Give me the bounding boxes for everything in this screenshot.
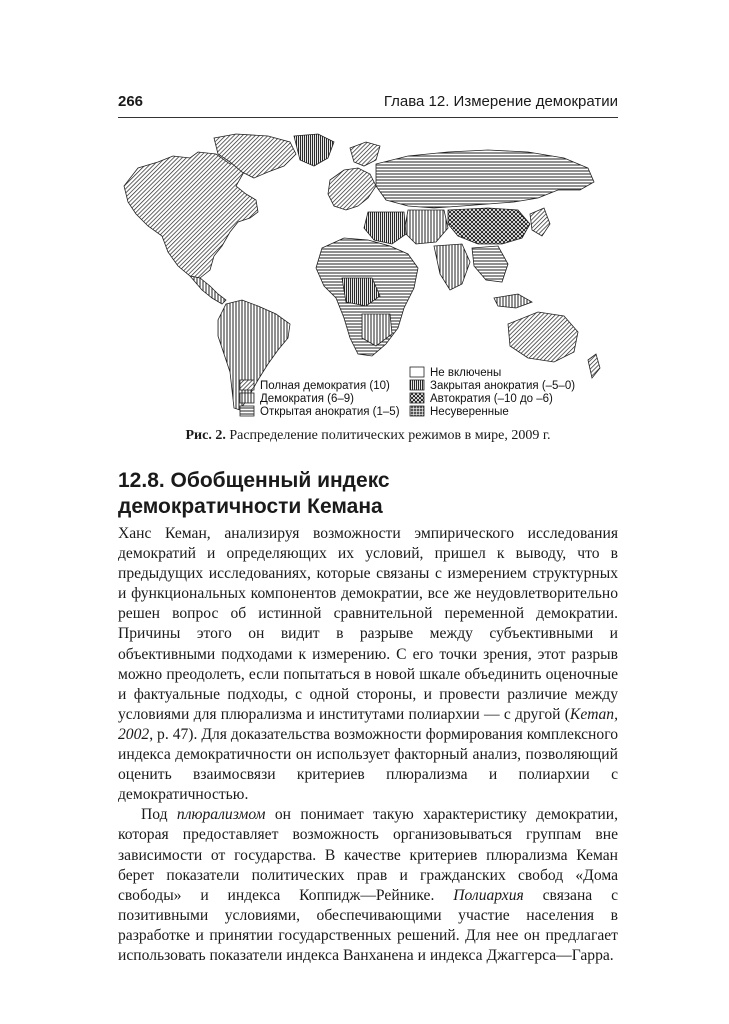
- world-map-figure: [118, 128, 610, 420]
- paragraph-2-text-c: связана с позитивными условиями, обеспечивающими участие населения в разработке и принятии государственных решений. Для нее он предлагает использовать показатели индекса Ванханена и индекса Джаггерса—Гарра.: [118, 886, 618, 964]
- body-text: [118, 524, 618, 966]
- paragraph-1-text-b: , p. 47). Для доказательства возможности формирования комплексного индекса демократичности он использует факторный анализ, позволяющий оценить взаимосвязи критериев плюрализма и полиархии с демократичностью.: [118, 725, 618, 804]
- legend-swatch-not-included: [410, 367, 424, 377]
- legend-autocracy: Автократия (–10 до –6): [430, 393, 553, 405]
- legend-not-included: Не включены: [430, 367, 502, 379]
- map-oceania: [494, 294, 600, 378]
- running-head: Глава 12. Измерение демократии: [383, 93, 618, 110]
- term-polyarchy: Полиархия: [453, 886, 524, 904]
- paragraph-1: [118, 524, 618, 805]
- page-header: [118, 93, 618, 115]
- map-africa: [316, 238, 418, 356]
- legend-full-democracy: Полная демократия (10): [260, 380, 390, 392]
- legend-swatch-autocracy: [410, 393, 424, 403]
- map-legend: [240, 367, 575, 418]
- section-title: [118, 468, 618, 520]
- section-title-line2: демократичности Кемана: [118, 495, 383, 518]
- legend-swatch-closed-anocracy: [410, 380, 424, 390]
- legend-swatch-non-sovereign: [410, 406, 424, 416]
- legend-swatch-open-anocracy: [240, 406, 254, 416]
- figure-caption-label: Рис. 2.: [185, 428, 226, 443]
- header-rule: [118, 117, 618, 118]
- paragraph-2: [118, 805, 618, 966]
- citation: Keman, 2002: [118, 705, 618, 743]
- legend-democracy: Демократия (6–9): [260, 393, 355, 405]
- figure-caption-text: Распределение политических режимов в мире, 2009 г.: [225, 428, 551, 443]
- paragraph-1-text-a: Ханс Кеман, анализируя возможности эмпирического исследования демократий и определяющих их условий, пришел к выводу, что в предыдущих исследованиях, которые связаны с измерением структурных и функциональных компонентов демократии, все же неудовлетворительно решен вопрос об истинной сравнительной переменной демократии. Причины этого он видит в разрыве между субъективными и объективными подходами к измерению. С его точки зрения, этот разрыв можно преодолеть, если попытаться в новой шкале объединить оценочные и фактуальные подходы, с одной стороны, и провести различие между условиями для плюрализма и институтами полиархии — с другой (: [118, 525, 618, 723]
- legend-closed-anocracy: Закрытая анократия (–5–0): [430, 380, 576, 392]
- legend-swatch-full-democracy: [240, 380, 254, 390]
- figure-caption: [118, 428, 618, 444]
- map-europe: [328, 142, 380, 210]
- legend-open-anocracy: Открытая анократия (1–5): [260, 406, 400, 418]
- term-pluralism: плюрализмом: [176, 806, 266, 824]
- paragraph-2-text-b: он понимает такую характеристику демократии, которая предоставляет возможность организовываться группам вне зависимости от государства. В качестве критериев плюрализма Кеман берет показатели политических прав и гражданских свобод «Дома свободы» и индекса Коппидж—Рейнике.: [118, 806, 618, 904]
- map-north-america: [124, 134, 334, 304]
- paragraph-2-text-a: Под: [141, 806, 177, 824]
- section-title-line1: 12.8. Обобщенный индекс: [118, 469, 390, 492]
- legend-swatch-democracy: [240, 393, 254, 403]
- legend-non-sovereign: Несуверенные: [430, 406, 509, 418]
- page-number: 266: [118, 93, 144, 110]
